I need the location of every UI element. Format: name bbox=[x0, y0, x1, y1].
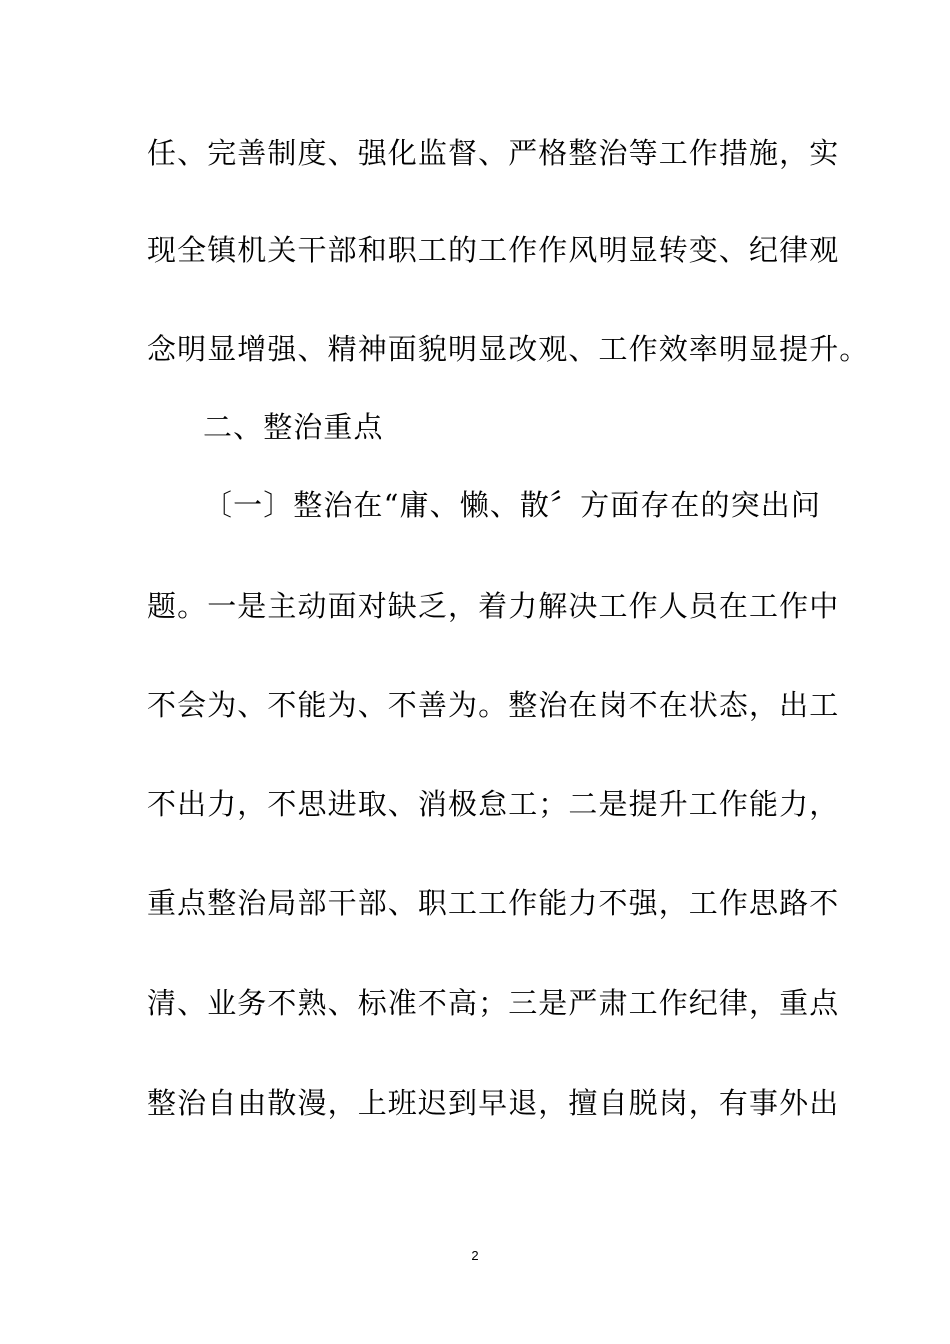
text-line-6: 题。一是主动面对缺乏，着力解决工作人员在工作中 bbox=[147, 589, 840, 623]
text-line-1: 任、完善制度、强化监督、严格整治等工作措施，实 bbox=[147, 136, 840, 170]
section-heading: 二、整治重点 bbox=[203, 410, 384, 444]
text-line-7: 不会为、不能为、不善为。整治在岗不在状态，出工 bbox=[147, 688, 840, 722]
text-line-9: 重点整治局部干部、职工工作能力不强，工作思路不 bbox=[147, 886, 840, 920]
text-line-10: 清、业务不熟、标准不高；三是严肃工作纪律，重点 bbox=[147, 986, 840, 1020]
text-line-5: 〔一〕整治在“庸、懒、散〞方面存在的突出问 bbox=[203, 488, 821, 522]
page-number: 2 bbox=[471, 1248, 479, 1263]
text-line-11: 整治自由散漫，上班迟到早退，擅自脱岗，有事外出 bbox=[147, 1086, 840, 1120]
text-line-2: 现全镇机关干部和职工的工作作风明显转变、纪律观 bbox=[147, 233, 840, 267]
text-line-3: 念明显增强、精神面貌明显改观、工作效率明显提升。 bbox=[147, 332, 870, 366]
text-line-8: 不出力，不思进取、消极怠工；二是提升工作能力， bbox=[147, 787, 840, 821]
